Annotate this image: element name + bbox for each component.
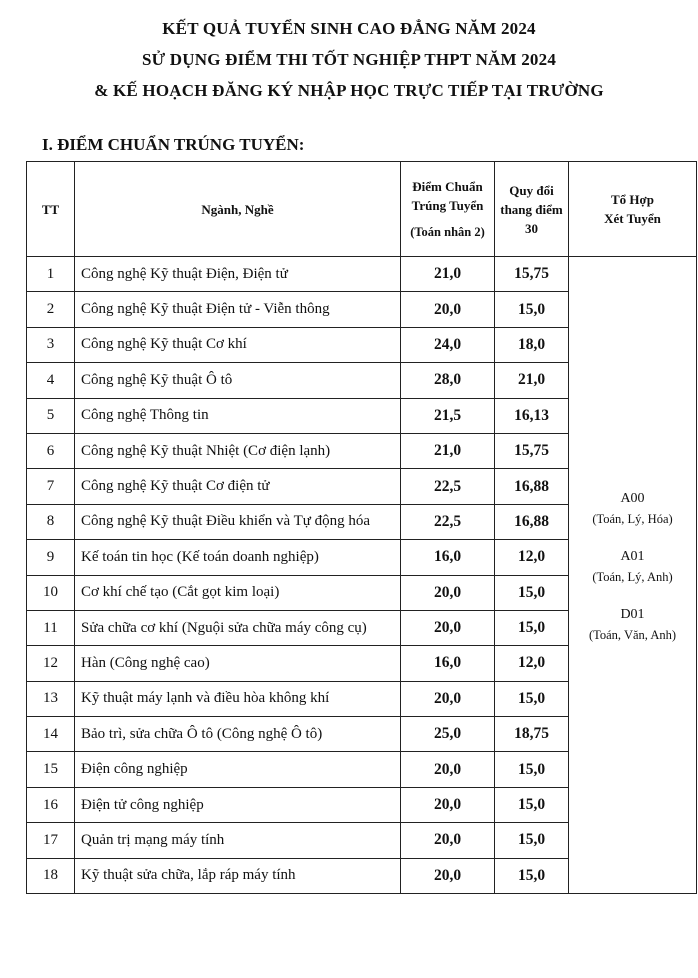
row-nganh: Công nghệ Kỹ thuật Cơ điện tử	[75, 469, 401, 504]
admission-score-table	[26, 161, 697, 894]
row-quy-doi: 15,75	[495, 433, 569, 468]
row-diem-chuan: 20,0	[401, 610, 495, 645]
row-quy-doi: 12,0	[495, 540, 569, 575]
row-diem-chuan: 20,0	[401, 823, 495, 858]
row-diem-chuan: 24,0	[401, 327, 495, 362]
row-diem-chuan: 28,0	[401, 363, 495, 398]
row-tt: 14	[27, 717, 75, 752]
row-quy-doi: 15,0	[495, 752, 569, 787]
row-nganh: Bảo trì, sửa chữa Ô tô (Công nghệ Ô tô)	[75, 717, 401, 752]
row-quy-doi: 15,0	[495, 823, 569, 858]
row-tt: 17	[27, 823, 75, 858]
row-nganh: Công nghệ Thông tin	[75, 398, 401, 433]
row-tt: 3	[27, 327, 75, 362]
row-quy-doi: 15,0	[495, 610, 569, 645]
row-diem-chuan: 20,0	[401, 752, 495, 787]
row-quy-doi: 16,88	[495, 504, 569, 539]
row-diem-chuan: 22,5	[401, 469, 495, 504]
row-quy-doi: 21,0	[495, 363, 569, 398]
document-title-line-2: SỬ DỤNG ĐIỂM THI TỐT NGHIỆP THPT NĂM 2024	[141, 50, 557, 69]
row-nganh: Công nghệ Kỹ thuật Ô tô	[75, 363, 401, 398]
to-hop-xet-tuyen-cell	[569, 257, 697, 894]
col-header-tt: TT	[27, 162, 75, 257]
row-tt: 2	[27, 292, 75, 327]
row-tt: 9	[27, 540, 75, 575]
row-quy-doi: 15,0	[495, 858, 569, 893]
row-tt: 15	[27, 752, 75, 787]
document-title-line-1: KẾT QUẢ TUYỂN SINH CAO ĐẲNG NĂM 2024	[162, 19, 536, 38]
row-tt: 4	[27, 363, 75, 398]
row-quy-doi: 16,88	[495, 469, 569, 504]
row-quy-doi: 16,13	[495, 398, 569, 433]
row-tt: 1	[27, 257, 75, 292]
row-diem-chuan: 20,0	[401, 787, 495, 822]
row-nganh: Công nghệ Kỹ thuật Điều khiển và Tự động hóa	[75, 504, 401, 539]
row-diem-chuan: 21,0	[401, 433, 495, 468]
row-nganh: Sửa chữa cơ khí (Nguội sửa chữa máy công cụ)	[75, 610, 401, 645]
row-nganh: Điện công nghiệp	[75, 752, 401, 787]
row-diem-chuan: 20,0	[401, 858, 495, 893]
row-nganh: Kỹ thuật máy lạnh và điều hòa không khí	[75, 681, 401, 716]
combo-a00: A00 (Toán, Lý, Hóa)	[592, 491, 673, 527]
row-quy-doi: 15,0	[495, 292, 569, 327]
row-quy-doi: 18,0	[495, 327, 569, 362]
row-tt: 5	[27, 398, 75, 433]
combo-a01: A01 (Toán, Lý, Anh)	[592, 549, 673, 585]
row-quy-doi: 15,0	[495, 681, 569, 716]
row-diem-chuan: 21,0	[401, 257, 495, 292]
combo-d01: D01 (Toán, Văn, Anh)	[588, 607, 677, 643]
row-tt: 16	[27, 787, 75, 822]
row-quy-doi: 12,0	[495, 646, 569, 681]
row-nganh: Công nghệ Kỹ thuật Nhiệt (Cơ điện lạnh)	[75, 433, 401, 468]
row-diem-chuan: 25,0	[401, 717, 495, 752]
table-header-row	[27, 162, 697, 257]
section-heading: I. ĐIỂM CHUẨN TRÚNG TUYỂN:	[42, 135, 305, 154]
row-tt: 10	[27, 575, 75, 610]
document-title-line-3: & KẾ HOẠCH ĐĂNG KÝ NHẬP HỌC TRỰC TIẾP TẠI TRƯỜNG	[94, 81, 604, 100]
row-diem-chuan: 20,0	[401, 575, 495, 610]
row-tt: 8	[27, 504, 75, 539]
row-nganh: Công nghệ Kỹ thuật Điện tử - Viễn thông	[75, 292, 401, 327]
row-nganh: Công nghệ Kỹ thuật Điện, Điện tử	[75, 257, 401, 292]
row-tt: 11	[27, 610, 75, 645]
row-nganh: Hàn (Công nghệ cao)	[75, 646, 401, 681]
row-nganh: Kỹ thuật sửa chữa, lắp ráp máy tính	[75, 858, 401, 893]
row-nganh: Kế toán tin học (Kế toán doanh nghiệp)	[75, 540, 401, 575]
col-header-nganh: Ngành, Nghề	[75, 162, 401, 257]
row-diem-chuan: 20,0	[401, 292, 495, 327]
row-tt: 18	[27, 858, 75, 893]
row-nganh: Quản trị mạng máy tính	[75, 823, 401, 858]
row-tt: 13	[27, 681, 75, 716]
row-diem-chuan: 21,5	[401, 398, 495, 433]
col-header-quy-doi: Quy đổi thang điểm 30	[495, 162, 569, 257]
row-diem-chuan: 22,5	[401, 504, 495, 539]
col-header-diem-chuan: Điểm Chuẩn Trúng Tuyển (Toán nhân 2)	[401, 162, 495, 257]
table-row	[27, 257, 697, 292]
row-quy-doi: 15,75	[495, 257, 569, 292]
row-diem-chuan: 16,0	[401, 646, 495, 681]
row-tt: 7	[27, 469, 75, 504]
row-tt: 12	[27, 646, 75, 681]
row-tt: 6	[27, 433, 75, 468]
row-quy-doi: 18,75	[495, 717, 569, 752]
row-quy-doi: 15,0	[495, 787, 569, 822]
row-nganh: Cơ khí chế tạo (Cắt gọt kim loại)	[75, 575, 401, 610]
row-diem-chuan: 20,0	[401, 681, 495, 716]
row-quy-doi: 15,0	[495, 575, 569, 610]
row-nganh: Công nghệ Kỹ thuật Cơ khí	[75, 327, 401, 362]
row-diem-chuan: 16,0	[401, 540, 495, 575]
row-nganh: Điện tử công nghiệp	[75, 787, 401, 822]
col-header-to-hop: Tổ Hợp Xét Tuyển	[569, 162, 697, 257]
